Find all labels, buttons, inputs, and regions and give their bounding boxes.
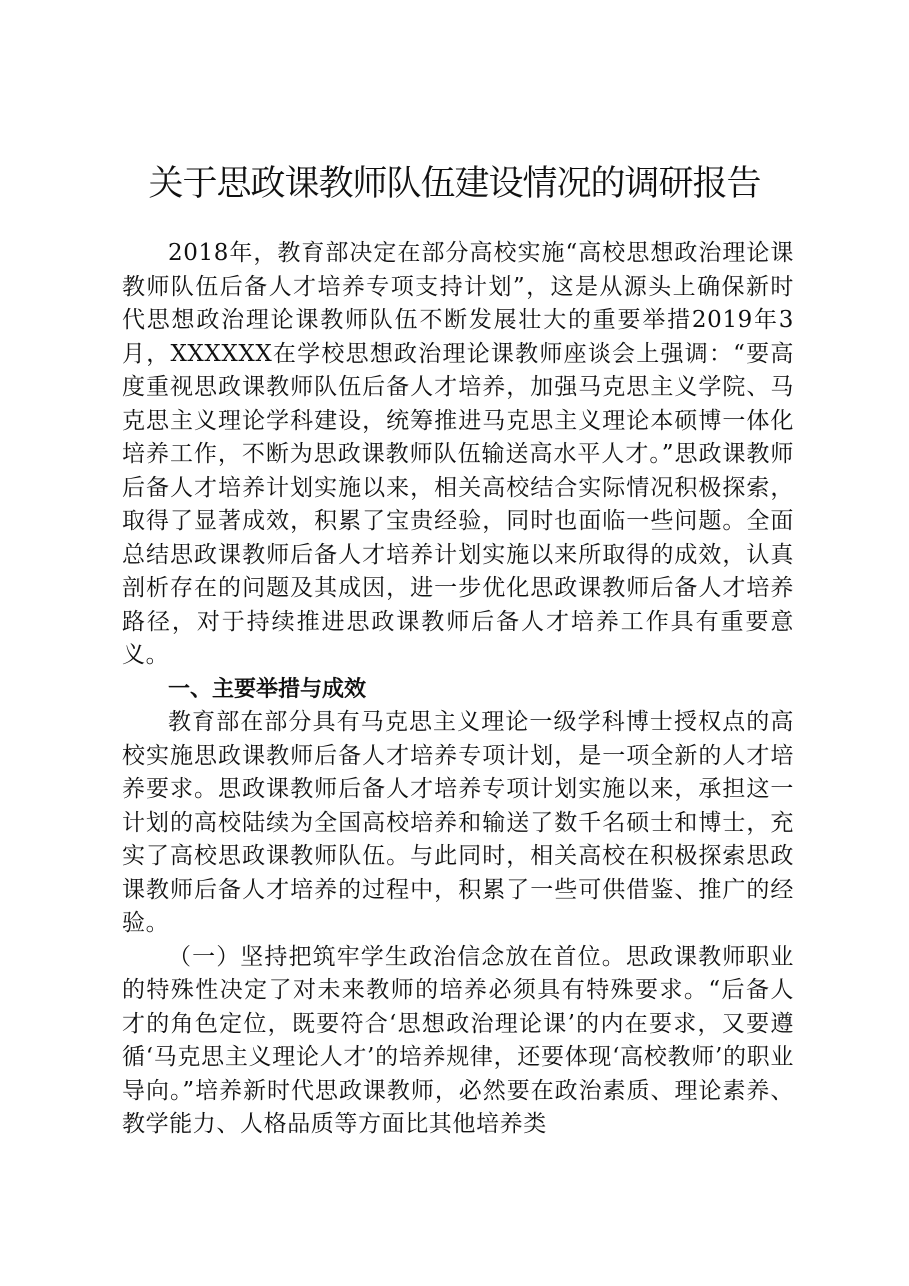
document-body [122,237,794,1142]
section-1-paragraph: 教育部在部分具有马克思主义理论一级学科博士授权点的高校实施思政课教师后备人才培养专项计划，是一项全新的人才培养要求。思政课教师后备人才培养专项计划实施以来，承担这一计划的高校陆续为全国高校培养和输送了数千名硕士和博士，充实了高校思政课教师队伍。与此同时，相关高校在积极探索思政课教师后备人才培养的过程中，积累了一些可供借鉴、推广的经验。 [122,709,794,936]
section-heading-1: 一、主要举措与成效 [168,676,367,702]
document-title: 关于思政课教师队伍建设情况的调研报告 [148,164,761,204]
subsection-1-paragraph: （一）坚持把筑牢学生政治信念放在首位。思政课教师职业的特殊性决定了对未来教师的培养必须具有特殊要求。“后备人才的角色定位，既要符合‘思想政治理论课’的内在要求，又要遵循‘马克思主义理论人才’的培养规律，还要体现‘高校教师’的职业导向。”培养新时代思政课教师，必然要在政治素质、理论素养、教学能力、人格品质等方面比其他培养类 [122,943,794,1137]
intro-paragraph: 2018年，教育部决定在部分高校实施“高校思想政治理论课教师队伍后备人才培养专项支持计划”，这是从源头上确保新时代思想政治理论课教师队伍不断发展壮大的重要举措2019年3月，XXXXXX在学校思想政治理论课教师座谈会上强调：“要高度重视思政课教师队伍后备人才培养，加强马克思主义学院、马克思主义理论学科建设，统筹推进马克思主义理论本硕博一体化培养工作，不断为思政课教师队伍输送高水平人才。”思政课教师后备人才培养计划实施以来，相关高校结合实际情况积极探索，取得了显著成效，积累了宝贵经验，同时也面临一些问题。全面总结思政课教师后备人才培养计划实施以来所取得的成效，认真剖析存在的问题及其成因，进一步优化思政课教师后备人才培养路径，对于持续推进思政课教师后备人才培养工作具有重要意义。 [122,240,794,668]
